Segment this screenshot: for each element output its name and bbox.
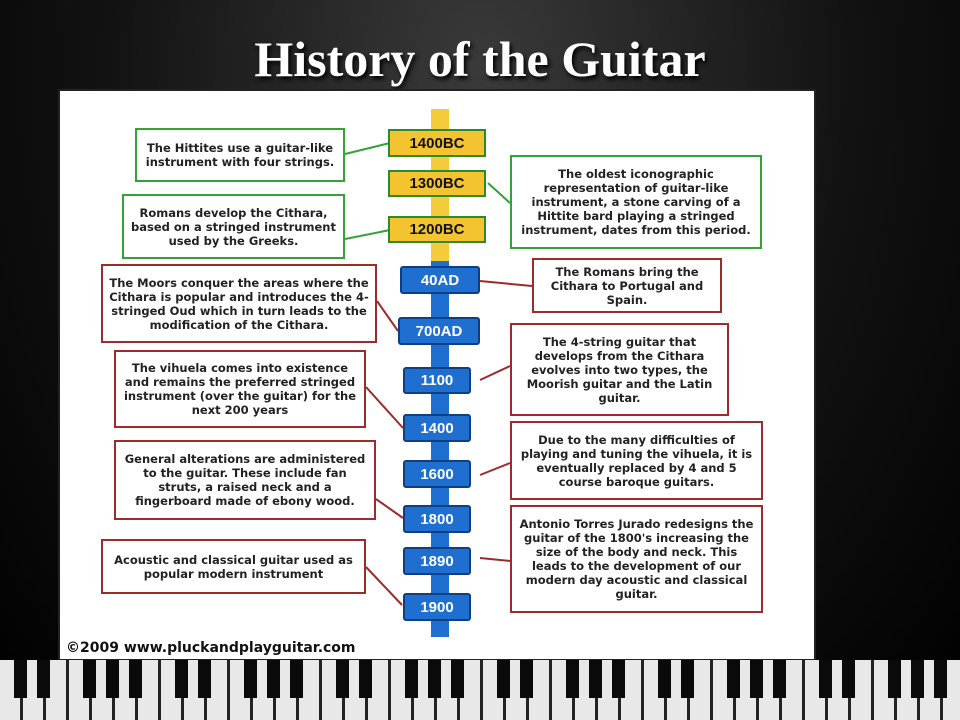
piano-black-key xyxy=(888,660,901,698)
piano-black-key xyxy=(750,660,763,698)
event-box-1800: General alterations are administered to the guitar. These include fan struts, a raised neck and a fingerboard made of ebony wood. xyxy=(114,440,376,520)
piano-black-key xyxy=(658,660,671,698)
piano-black-key xyxy=(727,660,740,698)
connector-40ad xyxy=(480,281,532,286)
event-box-1300bc: The oldest iconographic representation of guitar-like instrument, a stone carving of a Hittite bard playing a stringed instrument, dates from this period. xyxy=(510,155,762,249)
piano-black-key xyxy=(359,660,372,698)
connector-1300bc xyxy=(488,183,510,203)
year-1100: 1100 xyxy=(403,367,471,394)
piano-black-key xyxy=(129,660,142,698)
piano-black-key xyxy=(290,660,303,698)
year-40ad: 40AD xyxy=(400,266,480,294)
copyright-footer: ©2009 www.pluckandplayguitar.com xyxy=(66,640,356,656)
event-box-1600: Due to the many difficulties of playing and tuning the vihuela, it is eventually replaced by 4 and 5 course baroque guitars. xyxy=(510,421,763,500)
connector-700ad xyxy=(377,301,398,331)
event-box-1200bc: Romans develop the Cithara, based on a stringed instrument used by the Greeks. xyxy=(122,194,345,259)
piano-black-key xyxy=(612,660,625,698)
year-1400bc: 1400BC xyxy=(388,129,486,157)
piano-black-key xyxy=(198,660,211,698)
event-box-40ad: The Romans bring the Cithara to Portugal and Spain. xyxy=(532,258,722,313)
event-box-1400: The vihuela comes into existence and remains the preferred stringed instrument (over the guitar) for the next 200 years xyxy=(114,350,366,428)
piano-black-key xyxy=(336,660,349,698)
year-1300bc: 1300BC xyxy=(388,170,486,197)
piano-black-key xyxy=(428,660,441,698)
connector-1900 xyxy=(366,567,402,605)
year-1890: 1890 xyxy=(403,547,471,575)
event-box-1900: Acoustic and classical guitar used as popular modern instrument xyxy=(101,539,366,594)
year-1400: 1400 xyxy=(403,414,471,442)
connector-1800 xyxy=(376,499,403,518)
timeline-diagram xyxy=(58,89,816,661)
event-box-1100: The 4-string guitar that develops from the Cithara evolves into two types, the Moorish guitar and the Latin guitar. xyxy=(510,323,729,416)
year-1800: 1800 xyxy=(403,505,471,533)
piano-black-key xyxy=(37,660,50,698)
piano-keys-decoration xyxy=(0,660,960,720)
event-box-700ad: The Moors conquer the areas where the Cithara is popular and introduces the 4-stringed Oud which in turn leads to the modification of the Cithara. xyxy=(101,264,377,343)
event-box-1890: Antonio Torres Jurado redesigns the guitar of the 1800's increasing the size of the body and neck. This leads to the development of our modern day acoustic and classical guitar. xyxy=(510,505,763,613)
connector-1100 xyxy=(480,366,510,380)
year-1200bc: 1200BC xyxy=(388,216,486,243)
piano-black-key xyxy=(106,660,119,698)
year-1600: 1600 xyxy=(403,460,471,488)
piano-black-key xyxy=(244,660,257,698)
connector-1600 xyxy=(480,463,510,475)
piano-black-key xyxy=(14,660,27,698)
connector-1400bc xyxy=(345,143,390,154)
year-1900: 1900 xyxy=(403,593,471,621)
piano-black-key xyxy=(520,660,533,698)
piano-black-key xyxy=(681,660,694,698)
page-title: History of the Guitar xyxy=(254,31,706,87)
piano-black-key xyxy=(819,660,832,698)
piano-black-key xyxy=(566,660,579,698)
piano-black-key xyxy=(175,660,188,698)
piano-black-key xyxy=(911,660,924,698)
piano-black-key xyxy=(934,660,947,698)
connector-1400 xyxy=(366,387,403,428)
piano-black-key xyxy=(842,660,855,698)
piano-black-key xyxy=(497,660,510,698)
piano-black-key xyxy=(451,660,464,698)
piano-black-key xyxy=(589,660,602,698)
piano-black-key xyxy=(405,660,418,698)
piano-black-key xyxy=(83,660,96,698)
year-700ad: 700AD xyxy=(398,317,480,345)
piano-black-key xyxy=(267,660,280,698)
connector-1890 xyxy=(480,558,510,561)
piano-black-key xyxy=(773,660,786,698)
connector-1200bc xyxy=(345,230,390,239)
event-box-1400bc: The Hittites use a guitar-like instrument with four strings. xyxy=(135,128,345,182)
